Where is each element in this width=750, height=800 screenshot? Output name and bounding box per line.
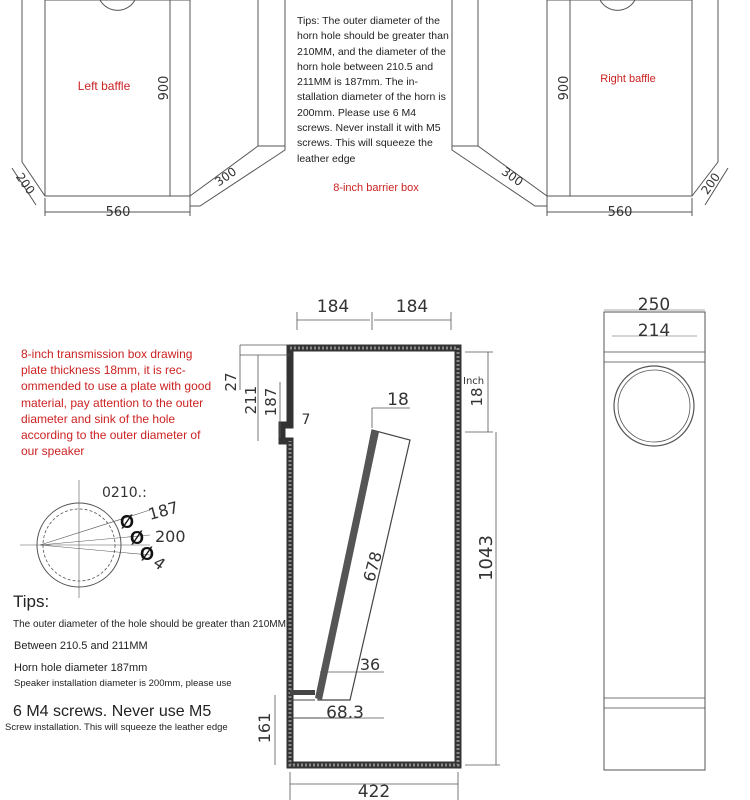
- front-view-drawing: [604, 310, 705, 770]
- dim-211: 211: [242, 385, 260, 415]
- dim-1043: 1043: [476, 535, 497, 581]
- ring-label: 0210.:: [102, 485, 147, 501]
- bottom-tips-line-1: The outer diameter of the hole should be greater than 210MM,: [13, 619, 289, 630]
- left-baffle-height-dim: 900: [157, 75, 172, 101]
- left-bevel-dim: 200: [12, 170, 38, 198]
- top-tips-text: Tips: The outer diameter of the horn hole should be greater than 210MM, and the diameter of the horn hole between 210.5 and 211MM is 187mm. The in-stallation diameter of the horn is 200mm. Please use 6 M4 screws. Never install it with M5 screws. This will squeeze the leather edge: [297, 15, 449, 165]
- bottom-tips-line-6: Screw installation. This will squeeze the leather edge: [5, 722, 228, 733]
- dim-18: 18: [387, 390, 409, 410]
- right-baffle-label: Right baffle: [600, 73, 656, 85]
- bottom-tips-line-3: Horn hole diameter 187mm: [14, 662, 148, 674]
- dim-161: 161: [255, 712, 274, 744]
- right-angle-dim: 300: [498, 164, 526, 190]
- bottom-tips-line-5: 6 M4 screws. Never use M5: [13, 703, 212, 720]
- dim-36: 36: [359, 655, 381, 674]
- front-dim-250: 250: [637, 295, 671, 315]
- dim-68-3: 68.3: [326, 703, 364, 723]
- transmission-box-description: 8-inch transmission box drawing plate thickness 18mm, it is rec-ommended to use a plate with good material, pay attention to the outer diameter and sink of the hole according to the outer diameter of our speaker: [21, 347, 212, 459]
- ring-phi-3: Ø: [140, 544, 155, 564]
- ring-phi-2: Ø: [130, 528, 145, 548]
- bottom-tips-line-4: Speaker installation diameter is 200mm, please use: [14, 678, 232, 689]
- bottom-tips-line-2: Between 210.5 and 211MM: [14, 640, 148, 652]
- right-baffle-drawing: [452, 0, 728, 216]
- dim-18-right: 18: [468, 387, 486, 407]
- dim-184-right: 184: [395, 297, 429, 317]
- dim-678: 678: [359, 549, 386, 584]
- bottom-tips-title: Tips:: [13, 592, 50, 611]
- ring-dim-200: 200: [155, 527, 186, 546]
- dim-187: 187: [262, 387, 280, 417]
- ring-dim-4: 4: [149, 552, 169, 575]
- left-baffle-label: Left baffle: [77, 79, 131, 93]
- left-baffle-width-dim: 560: [105, 205, 131, 220]
- ring-phi-1: Ø: [120, 512, 135, 532]
- dim-27: 27: [222, 372, 240, 392]
- dim-inch-label: Inch: [463, 376, 485, 387]
- barrier-box-label: 8-inch barrier box: [333, 182, 419, 194]
- right-baffle-height-dim: 900: [557, 75, 572, 101]
- dim-422: 422: [357, 782, 391, 800]
- left-baffle-drawing: [12, 0, 285, 216]
- dim-184-left: 184: [316, 297, 350, 317]
- ring-dim-187: 187: [146, 497, 181, 524]
- right-bevel-dim: 200: [698, 170, 724, 198]
- left-angle-dim: 300: [212, 164, 240, 190]
- dim-7: 7: [301, 412, 311, 428]
- right-baffle-width-dim: 560: [607, 205, 633, 220]
- front-dim-214: 214: [637, 321, 671, 341]
